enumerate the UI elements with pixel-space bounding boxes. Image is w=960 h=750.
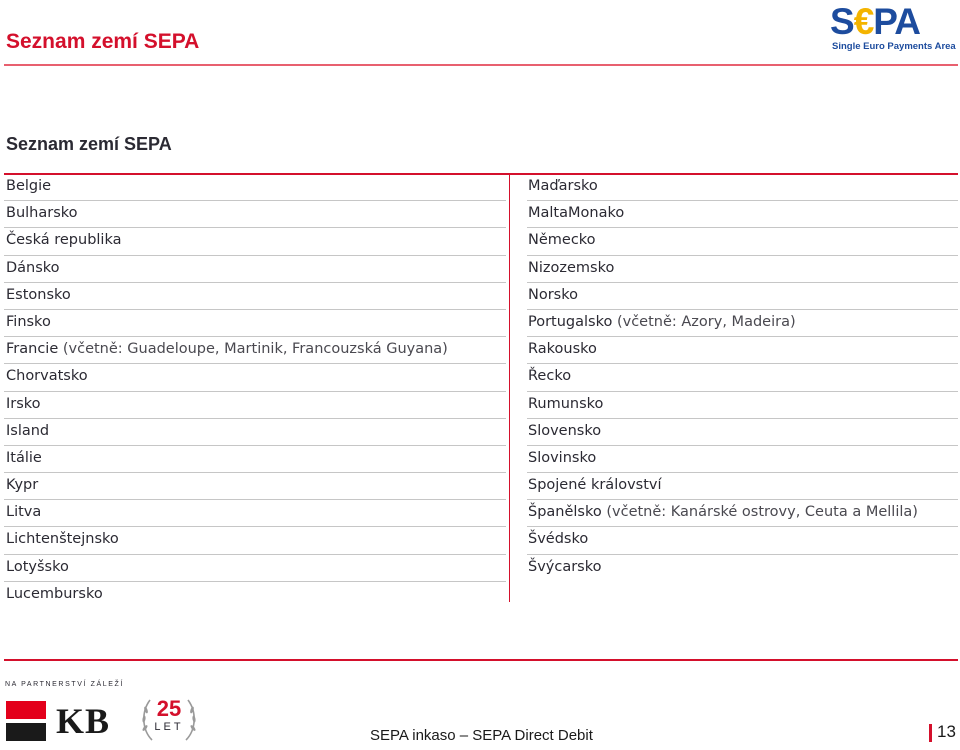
sepa-logo-s: S (830, 1, 854, 42)
country-name: Francie (6, 341, 59, 358)
country-name: Německo (528, 232, 596, 249)
euro-sign-icon: € (853, 1, 874, 42)
country-name: Švýcarsko (528, 558, 602, 575)
sepa-logo-tagline: Single Euro Payments Area (832, 41, 956, 52)
footer-caption: SEPA inkaso – SEPA Direct Debit (370, 727, 593, 744)
country-name: Lucembursko (6, 585, 103, 602)
anniversary-word: LET (154, 721, 184, 733)
country-row (4, 201, 506, 228)
country-row (4, 256, 506, 283)
country-row (527, 446, 958, 473)
kb-logo-icon (6, 701, 46, 741)
country-row (4, 555, 506, 582)
country-row (4, 310, 506, 337)
country-row (4, 283, 506, 310)
sepa-logo-pa: PA (873, 1, 920, 42)
country-name: Portugalsko (528, 313, 613, 330)
country-name: Chorvatsko (6, 368, 88, 385)
country-row (527, 228, 958, 255)
country-row (527, 364, 958, 391)
country-name: Maďarsko (528, 178, 598, 194)
country-row (527, 419, 958, 446)
country-name: Rakousko (528, 341, 597, 358)
country-row (4, 500, 506, 527)
country-row (527, 174, 958, 201)
country-row (527, 337, 958, 364)
footer-divider (4, 659, 958, 661)
country-name: Švédsko (528, 531, 589, 548)
country-note: (včetně: Guadeloupe, Martinik, Francouzská Guyana) (58, 341, 448, 358)
country-row (4, 392, 506, 419)
country-name: Itálie (6, 449, 42, 466)
country-name: Finsko (6, 313, 51, 330)
country-name: Bulharsko (6, 205, 78, 222)
country-row (527, 256, 958, 283)
country-name: Litva (6, 504, 42, 521)
country-name: Dánsko (6, 259, 60, 276)
country-row (527, 283, 958, 310)
country-name: Irsko (6, 395, 41, 412)
sepa-logo (830, 1, 958, 54)
country-row (4, 337, 506, 364)
country-note: (včetně: Azory, Madeira) (612, 313, 796, 330)
kb-logo-text: KB (56, 701, 111, 741)
country-name: Lichtenštejnsko (6, 531, 119, 548)
country-row (527, 473, 958, 500)
country-name: Česká republika (6, 232, 122, 249)
country-name: Island (6, 422, 50, 439)
country-name: Španělsko (528, 504, 602, 521)
country-name: Lotyšsko (6, 558, 69, 575)
country-name: Slovinsko (528, 449, 597, 466)
country-list-right (527, 174, 958, 581)
page-header-title: Seznam zemí SEPA (6, 30, 200, 53)
country-row (527, 555, 958, 581)
page-number-bar (929, 724, 932, 742)
country-row (4, 527, 506, 554)
country-note: (včetně: Kanárské ostrovy, Ceuta a Mellila) (601, 504, 918, 521)
country-name: Spojené království (528, 477, 662, 494)
country-row (4, 174, 506, 201)
country-row (4, 364, 506, 391)
anniversary-number: 25 (156, 696, 182, 721)
partner-slogan: NA PARTNERSTVÍ ZÁLEŽÍ (5, 681, 124, 688)
column-divider (509, 173, 510, 602)
country-row (527, 392, 958, 419)
country-name: Belgie (6, 178, 52, 194)
kb-logo-lower-block (6, 723, 46, 741)
country-row (527, 527, 958, 554)
country-name: Nizozemsko (528, 259, 615, 276)
section-title: Seznam zemí SEPA (6, 134, 172, 154)
country-row (4, 228, 506, 255)
country-name: Rumunsko (528, 395, 604, 412)
country-row (4, 446, 506, 473)
country-name: Řecko (528, 368, 572, 385)
page-number: 13 (937, 722, 956, 741)
country-list-left (4, 174, 506, 608)
country-name: MaltaMonako (528, 205, 625, 222)
country-name: Estonsko (6, 286, 71, 303)
country-row (4, 473, 506, 500)
country-name: Norsko (528, 286, 578, 303)
country-row (527, 310, 958, 337)
country-row (4, 419, 506, 446)
header-divider (4, 64, 958, 66)
anniversary-badge (138, 688, 200, 750)
country-name: Kypr (6, 477, 39, 494)
country-row (4, 582, 506, 608)
country-row (527, 500, 958, 527)
sepa-logo-wordmark (830, 1, 920, 42)
country-name: Slovensko (528, 422, 602, 439)
country-row (527, 201, 958, 228)
